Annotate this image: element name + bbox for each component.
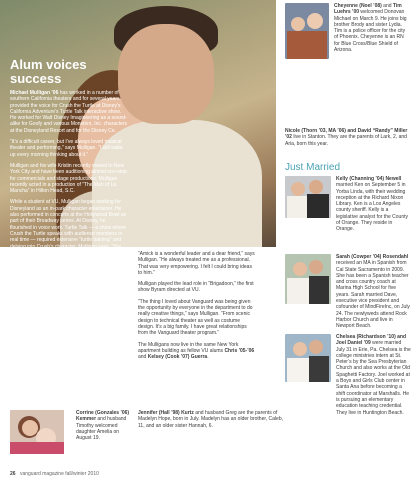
kemmer-announcement [76, 410, 132, 441]
col1-text: He credits his training at VU, and particularly Amick Byram, an adjunct professor at VU, for mentoring him and promoting his career. [10, 267, 124, 287]
col1-paragraph [10, 163, 128, 194]
col1-lead: Michael Mulligan ’06 [10, 90, 59, 96]
newell-announcement [336, 176, 411, 233]
kurtz-announcement [138, 410, 288, 429]
col1-text: “It’s a difficult career, but I’ve always loved musical theater and performing,” says Mulligan. “I still wake up every morning thinking about it.” [10, 139, 123, 158]
luehrs-announcement [334, 3, 410, 53]
announcement-text: live in Stanton. They are the parents of Lark, 2, and Aria, born this year. [285, 134, 407, 147]
announcement-text: and husband Greg are the parents of Madelyn Hope, born in July. Madelyn has an older brother, Caleb, 11, and an older sister Hannah, 6. [138, 410, 283, 429]
col2-paragraph [138, 281, 256, 294]
col2-name: Chris ’05-’06 [224, 347, 255, 354]
announcement-name: Nicole (Thorn ’03, MA ’06) and David “Randy” Miller ’02 [285, 128, 408, 141]
page-number: 26 [10, 471, 16, 477]
announcement-text: married Ken on September 5 in Yorba Linda, with their wedding reception at the Richard Nixon Library. Ken is a Los Angeles county sheriff. Kelly is a legislative analyst for the County of Orange. They reside in Orange. [336, 182, 408, 233]
page-footer [10, 471, 99, 477]
announcement-text: were married July 31 in Erie, Pa. Chelsea is the college ministries intern at St. Peter’s by the Sea Presbyterian Church and also works at the Old Spaghetti Factory. Joel worked at a Boys and Girls Club center in Santa Ana before becoming a shift coordinator at Marshalls. He is pursuing an elementary education teaching credential. They live in Huntington Beach. [336, 340, 411, 416]
col2-text: Mulligan played the lead role in “Brigadoon,” the first show Byram directed at VU. [138, 281, 254, 294]
photo-man-face [118, 24, 214, 124]
announcement-name: Cheyenne (Noel ’08) [334, 3, 382, 9]
col1-text: While a student at VU, Mulligan began working for Disneyland as an in-park character entertainer. He also performed in concerts at the Hollywood Bowl as part of their Broadway series. At Disney, he flourished in voice work. Turtle Talk — a show where Crush the Turtle speaks with audience members in real time — required extensive “turtle training” and delving into Crush’s character, Mulligan says. “You have to know how a character thinks. It’s just as important as getting the voice right.” [10, 199, 127, 263]
article-headline [10, 58, 110, 86]
announcement-text: received an MA in Spanish from Cal State Sacramento in 2009. She has been a Spanish teacher and cross country coach at Marina High School for five years. Sarah married Dave, executive vice president and cofounder of MindFireInc, on July 24. The newlyweds attend Rock Harbor Church and live in Newport Beach. [336, 260, 410, 330]
announcement-name: Corrine (Gonzales ’06) Kemmer [76, 410, 130, 423]
col2-text: and [138, 354, 148, 361]
miller-announcement [285, 128, 410, 147]
announcement-name: Sarah (Cowper ’04) Rosendahl [336, 254, 409, 260]
headline-line-2: success [10, 71, 62, 86]
kemmer-baby-photo [10, 410, 64, 454]
col1-paragraph [10, 267, 128, 286]
col2-text: The Mulligans now live in the same New York apartment building as fellow VU alums [138, 341, 239, 354]
announcement-text: and husband Timothy welcomed daughter Amelia on August 19. [76, 416, 127, 442]
col2-paragraph [138, 251, 256, 276]
luehrs-family-photo [285, 3, 329, 59]
rosendahl-announcement [336, 254, 411, 330]
article-column-2 [138, 251, 256, 365]
announcement-name: Tim Luehrs ’00 [334, 3, 402, 16]
col2-text: “The thing I loved about Vanguard was being given the opportunity by everyone in the department to do really creative things,” says Mulligan. “From scenic design to technical theater as well as costume design. It’s a big family. I have great relationships from the Vanguard theater program.” [138, 298, 253, 337]
announcement-name: Chelsea (Richardson ’10) and Joel Daniel ’09 [336, 334, 407, 347]
col1-paragraph [10, 199, 128, 262]
col2-text: “Amick is a wonderful leader and a dear friend,” says Mulligan. “He always treated me as a professional. That was very empowering. I felt I could bring ideas to him.” [138, 251, 255, 276]
col2-text: . [207, 354, 209, 361]
daniel-wedding-photo [285, 334, 331, 382]
announcement-name: Kelly (Channing ’04) Newell [336, 176, 402, 182]
col2-name: Kelsey (Cook ’07) Guerra [147, 354, 208, 361]
col1-text: has worked in a number of southern California theaters and for several years provided the voice for Crush the Turtle at Disney’s California Adventure’s Turtle Talk interactive show. He worked for Walt Disney Imagineering as a sound-alike for Goofy and various Monsters, Inc. characters at the Disneyland Resort and for the Disney Co. [10, 90, 127, 134]
newell-wedding-photo [285, 176, 331, 218]
col1-text: Mulligan and his wife Kristin recently moved to New York City and have been auditioning almost non-stop for commercials and stage productions. Mulligan recently acted in a production of “The Man of La Mancha” in Hilton Head, S.C. [10, 162, 127, 195]
just-married-heading: Just Married [285, 162, 341, 173]
magazine-issue: vanguard magazine fall/winter 2010 [19, 471, 99, 477]
col1-paragraph [10, 90, 128, 134]
rosendahl-wedding-photo [285, 254, 331, 304]
col2-paragraph [138, 299, 256, 337]
announcement-name: Jennifer (Hall ’98) Kurtz [138, 410, 194, 416]
col1-paragraph [10, 139, 128, 158]
article-column-1 [10, 90, 128, 291]
col2-paragraph [138, 342, 256, 361]
announcement-text: welcomed Donovan Michael on March 9. He joins big brother Brody and sister Lydia. Tim is a police officer for the city of Phoenix. Cheyenne is an RN for Blue Cross/Blue Shield of Arizona. [334, 9, 407, 54]
daniel-announcement [336, 334, 411, 416]
announcement-text: and [381, 3, 393, 9]
headline-line-1: Alum voices [10, 57, 87, 72]
